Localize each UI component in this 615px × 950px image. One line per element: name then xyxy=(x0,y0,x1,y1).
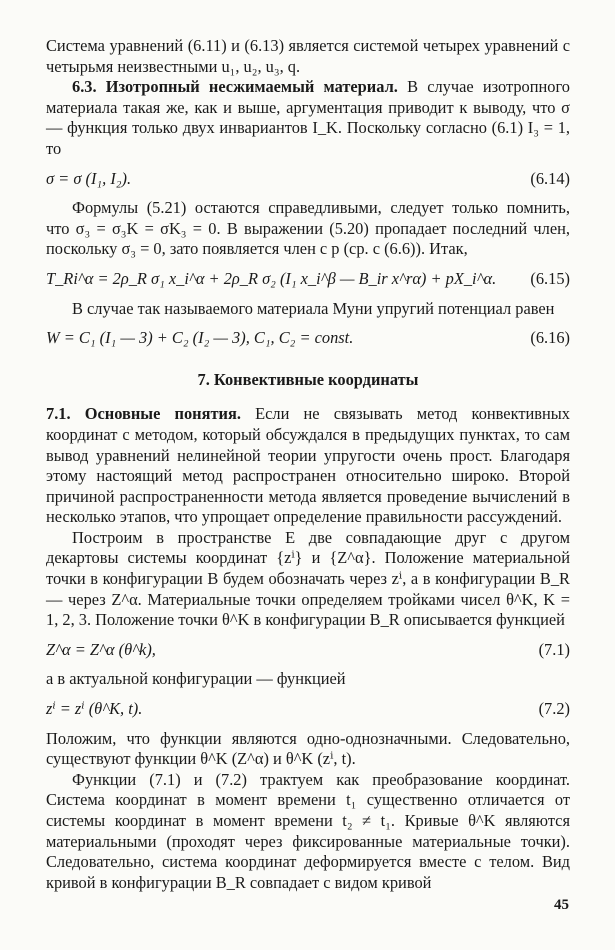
equation-7-1 xyxy=(46,640,570,661)
section-6-3-heading: 6.3. Изотропный несжимаемый мате‌риал. xyxy=(72,77,398,97)
page-number: 45 xyxy=(554,897,569,913)
section-7-1 xyxy=(46,404,570,528)
equation-6-14-number: (6.14) xyxy=(530,168,570,188)
section-7-1-heading: 7.1. Основные понятия. xyxy=(46,404,241,424)
equation-6-15-formula: T_Ri^α = 2ρ_R σ₁ x_i^α + 2ρ_R σ₂ (I₁ x_i^β — B_ir x^rα) + pX_i^α. xyxy=(46,268,497,288)
section-7-1-body: Если не связывать метод конвективных координат с методом, который обсуждался в предыдущих пунктах, то сам вывод уравнений нелинейной теории упругости очень прост. Благодаря этому настоящий метод распространен относительно широко. Второй причиной распространенности метода является проведение вычислений в несколько этапов, что упрощает определение правильности рассуждений. xyxy=(46,404,570,527)
equation-6-16-formula: W = C₁ (I₁ — 3) + C₂ (I₂ — 3), C₁, C₂ = const. xyxy=(46,328,354,348)
paragraph-4: Построим в пространстве E две совпадающие друг с другом декартовы системы координат {zⁱ} и {Z^α}. Положение материальной точки в конфигурации B будем обозначать через zⁱ, а в конфигурации B_R — через Z^α. Материальные точки определяем тройками чисел θ^K, K = 1, 2, 3. Положение точки θ^K в конфигурации B_R описывается функцией xyxy=(46,527,570,630)
paragraph-2: Формулы (5.21) остаются справедливыми, следует только помнить, что σ₃ = σ₃K = σK₃ = 0. В выражении (5.20) пропадает последний член, поскольку σ₃ = 0, зато появляется член с p (ср. с (6.6)). Итак, xyxy=(46,198,570,259)
equation-7-1-formula: Z^α = Z^α (θ^k), xyxy=(46,639,156,659)
equation-6-15-number: (6.15) xyxy=(530,268,570,288)
paragraph-5: а в актуальной конфигурации — функцией xyxy=(46,669,346,689)
paragraph-3: В случае так называемого материала Муни упругий потенциал равен xyxy=(72,298,555,318)
section-6-3 xyxy=(46,77,570,159)
equation-6-14 xyxy=(46,169,570,190)
section-7-title: 7. Конвективные координаты xyxy=(197,369,419,389)
equation-7-2-formula: zⁱ = zⁱ (θ^K, t). xyxy=(46,699,143,719)
page-body xyxy=(46,36,570,893)
equation-6-14-formula: σ = σ (I₁, I₂). xyxy=(46,168,132,188)
equation-6-15 xyxy=(46,269,570,290)
equation-7-2-number: (7.2) xyxy=(538,699,570,719)
section-6-3-body: В случае изотропного материала такая же, как и выше, аргументация приводит к выводу, что σ — функция только двух инвариантов I_K. Поскольку согласно (6.1) I₃ = 1, то xyxy=(46,77,570,158)
equation-6-16-number: (6.16) xyxy=(530,328,570,348)
equation-7-2 xyxy=(46,699,570,720)
paragraph-7: Функции (7.1) и (7.2) трактуем как преобразование координат. Система координат в момент времени t₁ существенно отличается от системы координат в момент времени t₂ ≠ t₁. Кривые θ^K являются материальными (проходят через фиксированные материальные точки). Следовательно, система координат деформируется вместе с телом. Вид кривой в конфигурации B_R совпадает с видом кривой xyxy=(46,769,570,892)
equation-6-16 xyxy=(46,328,570,349)
paragraph-6: Положим, что функции являются одно-однозначными. Следовательно, существуют функции θ^K (Z^α) и θ^K (zⁱ, t). xyxy=(46,728,570,769)
equation-7-1-number: (7.1) xyxy=(538,639,570,659)
paragraph-1: Система уравнений (6.11) и (6.13) является системой четырех уравнений с четырьмя неизвестными u₁, u₂, u₃, q. xyxy=(46,36,570,76)
